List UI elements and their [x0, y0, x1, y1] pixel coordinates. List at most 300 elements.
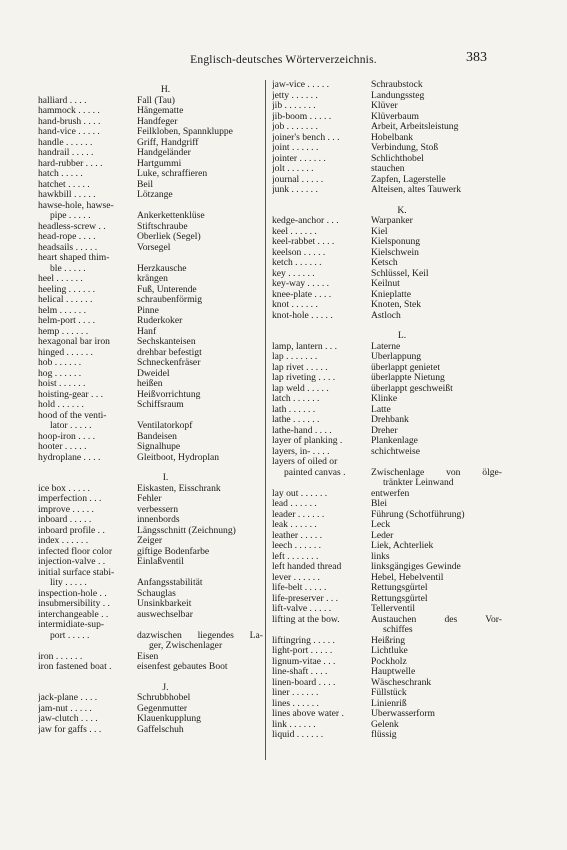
entry-translation: Hauptwelle [371, 667, 416, 677]
entry-term: life-preserver . . . [272, 593, 339, 604]
entry-term: headless-screw . . [38, 221, 106, 232]
dictionary-entry [38, 190, 263, 201]
entry-term: lathe . . . . . . [272, 415, 320, 425]
dictionary-entry [272, 415, 502, 426]
dictionary-entry [272, 91, 502, 102]
entry-term: index . . . . . . [38, 536, 89, 546]
entry-term: key-way . . . . . [272, 279, 330, 289]
entry-term: hold . . . . . . [38, 400, 84, 410]
entry-translation [137, 620, 263, 631]
entry-translation [371, 457, 502, 468]
dictionary-entry [272, 678, 502, 689]
entry-translation [137, 253, 263, 264]
entry-term: layer of planking . [272, 436, 343, 446]
dictionary-entry [272, 688, 502, 699]
entry-term: light-port . . . . . [272, 646, 333, 656]
dictionary-entry [38, 494, 263, 505]
dictionary-entry [272, 80, 502, 91]
dictionary-entry [272, 363, 502, 374]
entry-translation: überlappt genietet [371, 362, 440, 373]
dictionary-entry [38, 599, 263, 610]
dictionary-entry [272, 154, 502, 165]
entry-translation: Warpanker [371, 216, 413, 226]
section-gap [38, 463, 263, 468]
entry-translation: Hartgummi [137, 158, 182, 169]
dictionary-entry [38, 106, 263, 117]
entry-term: lathe-hand . . . . [272, 425, 332, 436]
entry-translation: verbessern [137, 504, 179, 515]
entry-term: keel . . . . . . [272, 226, 317, 237]
dictionary-entry [272, 133, 502, 144]
entry-translation: Vorsegel [137, 242, 171, 253]
entry-term: hand-brush . . . . [38, 116, 101, 127]
dictionary-entry [272, 489, 502, 500]
entry-term: inboard . . . . . [38, 515, 92, 525]
entry-translation: Lichtluke [371, 646, 408, 656]
entry-translation: heißen [137, 379, 163, 389]
entry-term: hemp . . . . . . [38, 326, 89, 337]
dictionary-entry [272, 300, 502, 311]
dictionary-entry [272, 709, 502, 720]
entry-translation: Keilnut [371, 279, 400, 289]
entry-translation: überlappte Nietung [371, 373, 445, 383]
entry-translation: innenbords [137, 515, 180, 525]
dictionary-entry [272, 112, 502, 123]
entry-term: layers, in- . . . . [272, 446, 330, 457]
dictionary-entry [38, 232, 263, 243]
entry-term: imperfection . . . [38, 494, 102, 504]
entry-translation: Ventilatorkopf [137, 421, 193, 431]
entry-translation: Linienriß [371, 698, 407, 709]
dictionary-entry [272, 216, 502, 227]
dictionary-entry [38, 515, 263, 526]
entry-translation [137, 568, 263, 579]
entry-translation: Fehler [137, 494, 162, 504]
entry-term: heart shaped thim- [38, 253, 110, 263]
dictionary-entry [272, 699, 502, 710]
entry-term: halliard . . . . [38, 95, 87, 106]
dictionary-entry [38, 620, 263, 631]
entry-translation: Alteisen, altes Tauwerk [371, 185, 461, 195]
entry-term: lap rivet . . . . . [272, 362, 328, 373]
entry-term: hinged . . . . . . [38, 347, 93, 358]
entry-term: head-rope . . . . [38, 232, 96, 242]
dictionary-entry [272, 122, 502, 133]
entry-translation: tränkter Leinwand [383, 478, 454, 488]
entry-translation: Schlüssel, Keil [371, 268, 429, 279]
entry-term: lator . . . . . [50, 421, 92, 431]
entry-term: layers of oiled or [272, 457, 338, 467]
entry-translation: Griff, Handgriff [137, 137, 199, 148]
entry-term: lap weld . . . . . [272, 383, 329, 394]
entry-translation: schraubenförmig [137, 295, 203, 305]
entry-translation: Schlichthobel [371, 153, 424, 164]
dictionary-entry [38, 505, 263, 516]
entry-term [38, 641, 137, 652]
entry-translation: Dweidel [137, 368, 170, 379]
dictionary-entry [38, 138, 263, 149]
dictionary-entry [38, 652, 263, 663]
entry-translation: Leck [371, 520, 391, 530]
dictionary-entry [272, 457, 502, 468]
entry-term: hatch . . . . . [38, 169, 83, 179]
entry-term: lamp, lantern . . . [272, 341, 338, 352]
entry-term: inboard profile . . [38, 525, 105, 536]
entry-translation: Gelenk [371, 719, 399, 730]
dictionary-entry [38, 327, 263, 338]
dictionary-entry [38, 714, 263, 725]
entry-translation: Liek, Achterliek [371, 541, 434, 551]
entry-term: helm . . . . . . [38, 305, 86, 316]
entry-translation: Dreher [371, 425, 398, 436]
dictionary-entry [38, 379, 263, 390]
entry-term: hog . . . . . . [38, 368, 82, 379]
dictionary-entry [272, 237, 502, 248]
entry-term: hob . . . . . . [38, 358, 82, 368]
entry-term: keel-rabbet . . . . [272, 237, 335, 247]
entry-translation: Plankenlage [371, 436, 418, 446]
entry-term: liner . . . . . . [272, 688, 319, 698]
dictionary-entry [272, 311, 502, 322]
entry-translation: Fall (Tau) [137, 95, 175, 106]
entry-translation: Schiffsraum [137, 400, 184, 410]
dictionary-entry [38, 421, 263, 432]
entry-term: hexagonal bar iron [38, 337, 110, 347]
dictionary-entry [38, 316, 263, 327]
entry-term: hand-vice . . . . . [38, 127, 100, 137]
entry-translation: Lötzange [137, 190, 173, 200]
entry-translation: Landungssteg [371, 90, 425, 101]
entry-translation: Kielsponung [371, 237, 421, 247]
dictionary-entry [38, 127, 263, 138]
entry-term: jaw-clutch . . . . [38, 714, 98, 724]
entry-translation: Sechskanteisen [137, 337, 196, 347]
dictionary-entry [272, 248, 502, 259]
entry-translation: Zeiger [137, 536, 163, 546]
entry-translation: Laterne [371, 341, 401, 352]
entry-translation: Gaffelschuh [137, 724, 184, 735]
entry-translation: Hobelbank [371, 132, 414, 143]
entry-translation: Rettungsgürtel [371, 583, 428, 593]
dictionary-entry [38, 390, 263, 401]
entry-term: heel . . . . . . [38, 274, 83, 284]
dictionary-entry [272, 657, 502, 668]
entry-term: jack-plane . . . . [38, 693, 98, 703]
entry-translation: Zwischenlage von ölge- [371, 467, 502, 478]
dictionary-entry [272, 510, 502, 521]
entry-term: helical . . . . . . [38, 295, 93, 305]
dictionary-entry [272, 164, 502, 175]
entry-translation: Handgeländer [137, 148, 191, 158]
dictionary-entry [38, 589, 263, 600]
entry-term: hawse-hole, hawse- [38, 200, 114, 211]
dictionary-entry [38, 243, 263, 254]
entry-term: jam-nut . . . . . [38, 703, 92, 714]
dictionary-entry [272, 478, 502, 489]
dictionary-entry [38, 411, 263, 422]
entry-term: knot-hole . . . . . [272, 310, 333, 321]
entry-translation: Luke, schraffieren [137, 169, 208, 179]
entry-translation: Drehbank [371, 415, 409, 425]
entry-term [272, 478, 371, 489]
entry-translation: Kiel [371, 226, 388, 237]
entry-term [272, 625, 371, 636]
entry-translation [137, 411, 263, 422]
entry-term: jolt . . . . . . [272, 164, 314, 174]
dictionary-entry [272, 594, 502, 605]
entry-term: kedge-anchor . . . [272, 216, 339, 226]
entry-term: lines . . . . . . [272, 698, 319, 709]
dictionary-entry [38, 285, 263, 296]
dictionary-entry [38, 484, 263, 495]
entry-translation: Klüverbaum [371, 111, 419, 122]
dictionary-entry [272, 101, 502, 112]
entry-translation: entwerfen [371, 488, 410, 499]
entry-term: lift-valve . . . . . [272, 604, 332, 614]
entry-translation: Arbeit, Arbeitsleistung [371, 122, 459, 132]
entry-translation: Pinne [137, 305, 159, 316]
dictionary-entry [272, 447, 502, 458]
entry-translation: Wäscheschrank [371, 677, 432, 688]
entry-term: helm-port . . . . [38, 316, 96, 326]
entry-translation: Hebel, Hebelventil [371, 572, 444, 583]
dictionary-entry [272, 531, 502, 542]
column-divider [265, 80, 266, 760]
entry-term: hoist . . . . . . [38, 379, 86, 389]
entry-term: journal . . . . . [272, 174, 324, 185]
dictionary-entry [272, 667, 502, 678]
section-gap [272, 321, 502, 326]
dictionary-entry [38, 148, 263, 159]
entry-translation: schichtweise [371, 446, 421, 457]
page-number: 383 [466, 50, 487, 65]
entry-term: insubmersibility . . [38, 599, 110, 609]
entry-term: iron . . . . . . [38, 651, 83, 662]
entry-translation: schiffes [383, 625, 413, 635]
entry-translation: links [371, 551, 390, 562]
dictionary-entry [272, 290, 502, 301]
section-heading: K. [397, 204, 407, 216]
dictionary-entry [38, 568, 263, 579]
dictionary-entry [38, 96, 263, 107]
entry-translation: Oberliek (Segel) [137, 232, 201, 242]
entry-translation: Stiftschraube [137, 221, 188, 232]
dictionary-entry [272, 468, 502, 479]
entry-term: lap . . . . . . . [272, 352, 318, 362]
dictionary-entry [272, 552, 502, 563]
entry-translation: Füllstück [371, 688, 407, 698]
entry-translation: Verbindung, Stoß [371, 143, 439, 153]
section-heading: I. [162, 472, 169, 483]
entry-term: hard-rubber . . . . [38, 158, 103, 169]
entry-term: latch . . . . . . [272, 394, 320, 404]
entry-translation: Hanf [137, 326, 157, 337]
right-column [272, 80, 502, 741]
section-heading: J. [162, 681, 169, 693]
entry-translation: Kielschwein [371, 247, 419, 258]
entry-term: interchangeable . . [38, 609, 109, 620]
entry-term: joint . . . . . . [272, 143, 319, 153]
dictionary-entry [272, 269, 502, 280]
dictionary-entry [38, 211, 263, 222]
entry-term: hoisting-gear . . . [38, 389, 104, 400]
entry-translation: Klüver [371, 101, 398, 111]
entry-term: ketch . . . . . . [272, 258, 322, 268]
dictionary-entry [38, 693, 263, 704]
dictionary-entry [38, 117, 263, 128]
dictionary-entry [272, 352, 502, 363]
dictionary-entry [272, 436, 502, 447]
entry-term: lay out . . . . . . [272, 488, 328, 499]
entry-translation: Blei [371, 499, 387, 509]
entry-translation: Herzkausche [137, 263, 187, 274]
entry-term: hatchet . . . . . [38, 179, 90, 190]
entry-translation: Klinke [371, 394, 398, 404]
entry-translation: Hängematte [137, 106, 184, 116]
dictionary-entry [272, 143, 502, 154]
entry-translation: Führung (Schotführung) [371, 509, 465, 520]
entry-translation: Fuß, Unterende [137, 284, 197, 295]
dictionary-entry [272, 384, 502, 395]
entry-translation: Bandeisen [137, 431, 177, 442]
entry-translation: dazwischen liegendes La- [137, 630, 263, 641]
entry-term: hoop-iron . . . . [38, 431, 96, 442]
entry-term: lifting at the bow. [272, 614, 340, 625]
entry-translation: Überwasserform [371, 709, 435, 719]
entry-translation: Längsschnitt (Zeichnung) [137, 525, 236, 536]
entry-translation: Leder [371, 530, 394, 541]
entry-term: left . . . . . . . [272, 551, 319, 562]
entry-term: handle . . . . . . [38, 137, 93, 148]
entry-translation: Handfeger [137, 116, 178, 127]
entry-translation: Klauenkupplung [137, 714, 201, 724]
dictionary-entry [272, 185, 502, 196]
dictionary-entry [272, 541, 502, 552]
entry-term: liftingring . . . . . [272, 635, 335, 646]
entry-translation: stauchen [371, 164, 405, 174]
dictionary-entry [38, 442, 263, 453]
entry-term: line-shaft . . . . [272, 667, 328, 677]
dictionary-entry [272, 636, 502, 647]
dictionary-entry [272, 342, 502, 353]
entry-translation: Astloch [371, 310, 401, 321]
entry-term: jib . . . . . . . [272, 101, 316, 111]
dictionary-entry [38, 358, 263, 369]
dictionary-entry [38, 704, 263, 715]
entry-term: lity . . . . . [50, 578, 87, 588]
entry-term: leak . . . . . . [272, 520, 317, 530]
dictionary-entry [272, 573, 502, 584]
dictionary-entry [272, 394, 502, 405]
entry-term: hydroplane . . . . [38, 452, 101, 463]
dictionary-entry [38, 400, 263, 411]
dictionary-entry [38, 264, 263, 275]
left-column [38, 80, 263, 735]
dictionary-entry [38, 526, 263, 537]
entry-translation: Ketsch [371, 258, 398, 268]
entry-term: improve . . . . . [38, 504, 94, 515]
entry-translation: Schrubbhobel [137, 693, 191, 703]
dictionary-entry [272, 227, 502, 238]
dictionary-entry [38, 369, 263, 380]
entry-term: initial surface stabi- [38, 567, 115, 578]
entry-translation: Signalhupe [137, 442, 181, 452]
entry-term: junk . . . . . . [272, 185, 318, 195]
entry-translation: eisenfest gebautes Boot [137, 662, 228, 672]
entry-translation: Gleitboot, Hydroplan [137, 452, 220, 463]
dictionary-entry [272, 615, 502, 626]
entry-term: key . . . . . . [272, 268, 315, 279]
entry-translation: Austauchen des Vor- [371, 614, 502, 625]
dictionary-entry [38, 536, 263, 547]
entry-translation: Schraubstock [371, 80, 423, 90]
entry-translation: Einlaßventil [137, 557, 184, 567]
entry-term: jetty . . . . . . [272, 90, 318, 101]
entry-term: painted canvas . [284, 467, 346, 478]
page-header-title: Englisch-deutsches Wörterverzeichnis. [190, 54, 377, 66]
entry-term: lap riveting . . . . [272, 373, 336, 383]
dictionary-entry [272, 279, 502, 290]
entry-term: leader . . . . . . [272, 509, 325, 520]
entry-term: ice box . . . . . [38, 483, 90, 494]
dictionary-entry [272, 646, 502, 657]
entry-term: link . . . . . . [272, 719, 316, 730]
dictionary-entry [38, 631, 263, 642]
dictionary-entry [272, 426, 502, 437]
dictionary-entry [38, 337, 263, 348]
entry-term: leather . . . . . [272, 530, 323, 541]
entry-translation: flüssig [371, 730, 397, 740]
entry-term: headsails . . . . . [38, 242, 98, 253]
entry-translation: Tellerventil [371, 604, 416, 614]
dictionary-entry [38, 662, 263, 673]
entry-translation: Schneckenfräser [137, 358, 201, 368]
dictionary-entry [38, 159, 263, 170]
dictionary-entry [38, 610, 263, 621]
entry-translation: Ruderkoker [137, 316, 183, 326]
entry-term: keelson . . . . . [272, 247, 326, 258]
entry-translation: Latte [371, 404, 391, 415]
entry-translation: Unsinkbarkeit [137, 599, 192, 609]
entry-term: port . . . . . [50, 630, 90, 641]
dictionary-entry [38, 306, 263, 317]
entry-translation: Überlappung [371, 352, 422, 362]
section-heading: L. [397, 330, 407, 341]
section-gap [38, 673, 263, 678]
entry-term: jaw-vice . . . . . [272, 80, 330, 90]
dictionary-entry [38, 201, 263, 212]
dictionary-entry [38, 295, 263, 306]
entry-translation: Heißring [371, 635, 406, 646]
entry-term: jib-boom . . . . . [272, 111, 332, 122]
dictionary-entry [272, 583, 502, 594]
dictionary-entry [272, 604, 502, 615]
dictionary-entry [38, 222, 263, 233]
entry-term: knee-plate . . . . [272, 289, 332, 300]
entry-term: inspection-hole . . [38, 588, 107, 599]
entry-term: lever . . . . . . [272, 572, 320, 583]
section-gap [272, 196, 502, 201]
entry-translation: giftige Bodenfarbe [137, 546, 210, 557]
dictionary-entry [38, 547, 263, 558]
entry-term: hawkbill . . . . . [38, 190, 96, 200]
entry-term: joiner's bench . . . [272, 132, 340, 143]
dictionary-entry [38, 274, 263, 285]
entry-translation: Beil [137, 179, 153, 190]
entry-translation: Eisen [137, 651, 159, 662]
dictionary-entry [272, 562, 502, 573]
dictionary-entry [272, 258, 502, 269]
